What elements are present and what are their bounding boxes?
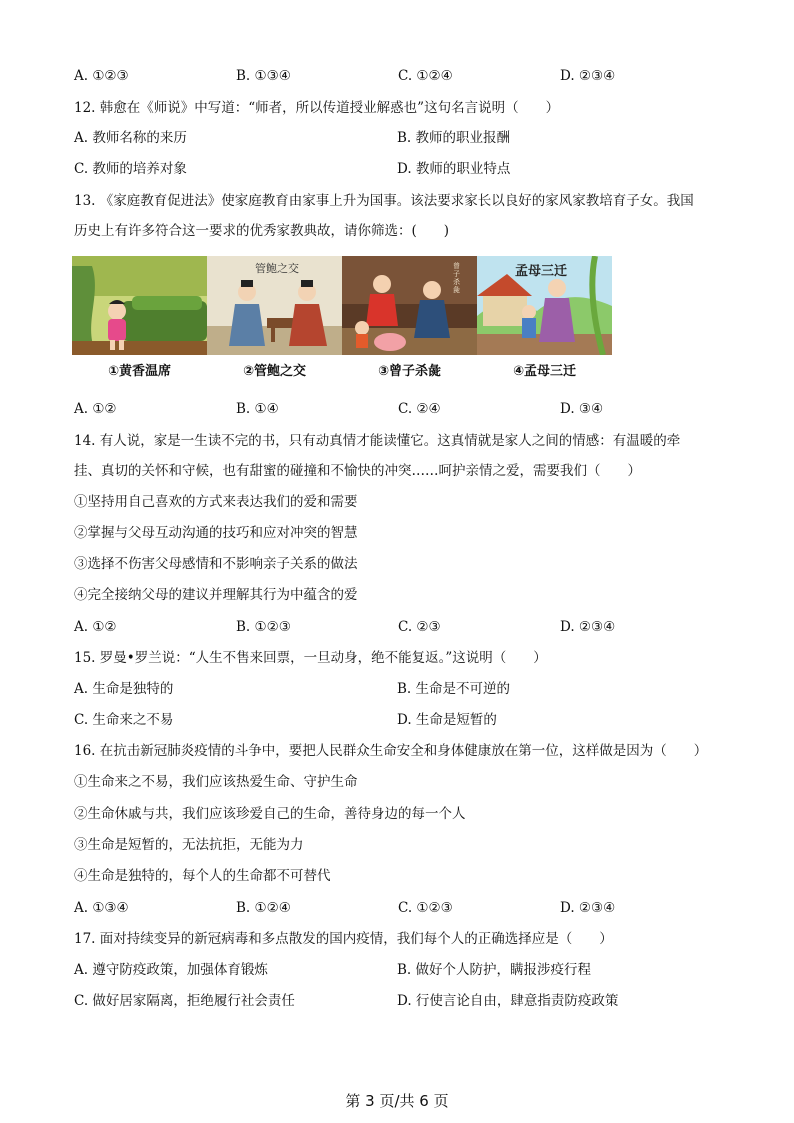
q13-picture-captions [72, 360, 612, 379]
q15-options-row2 [74, 710, 734, 730]
q14-statement-3: ③选择不伤害父母感情和不影响亲子关系的做法 [74, 556, 358, 572]
q16-options [74, 898, 734, 918]
page-number: 第 3 页/共 6 页 [345, 1092, 449, 1110]
q16-statement-1: ①生命来之不易，我们应该热爱生命、守护生命 [74, 774, 358, 790]
q14-stem-line1: 14. 有人说，家是一生读不完的书，只有动真情才能读懂它。这真情就是家人之间的情感：有温暖的牵 [74, 433, 681, 449]
picture-caption: ②管鲍之交 [242, 364, 306, 379]
option-b[interactable]: B. ①②③ [236, 619, 291, 635]
option-a[interactable]: A. 教师名称的来历 [74, 130, 187, 146]
q12-stem: 12. 韩愈在《师说》中写道：“师者，所以传道授业解惑也”这句名言说明（ ） [74, 100, 560, 116]
picture-inscription: 孟母三迁 [515, 264, 568, 279]
q12-options-row1 [74, 128, 734, 148]
q16-stem: 16. 在抗击新冠肺炎疫情的斗争中，要把人民群众生命安全和身体健康放在第一位，这样做是因为（ ） [74, 743, 708, 759]
option-c[interactable]: C. ①②④ [398, 68, 453, 84]
q15-options-row1 [74, 679, 734, 699]
option-a[interactable]: A. 生命是独特的 [74, 681, 174, 697]
q12-options-row2 [74, 159, 734, 179]
q13-options [74, 399, 734, 419]
q17-stem: 17. 面对持续变异的新冠病毒和多点散发的国内疫情，我们每个人的正确选择应是（ ） [74, 931, 613, 947]
q16-statement-4: ④生命是独特的，每个人的生命都不可替代 [74, 868, 331, 884]
option-a[interactable]: A. ①② [74, 619, 117, 635]
option-a[interactable]: A. 遵守防疫政策，加强体育锻炼 [74, 962, 268, 978]
option-c[interactable]: C. ②③ [398, 619, 441, 635]
family-with-pig-illustration [342, 256, 477, 355]
picture-inscription: 曾子杀彘 [453, 262, 460, 294]
picture-caption: ③曾子杀彘 [377, 364, 441, 379]
option-a[interactable]: A. ①②③ [74, 68, 129, 84]
option-b[interactable]: B. ①②④ [236, 900, 291, 916]
option-b[interactable]: B. 做好个人防护，瞒报涉疫行程 [397, 962, 592, 978]
q14-statement-1: ①坚持用自己喜欢的方式来表达我们的爱和需要 [74, 494, 358, 510]
q17-options-row1 [74, 960, 734, 980]
option-d[interactable]: D. 行使言论自由，肆意指责防疫政策 [397, 993, 619, 1009]
picture-caption: ④孟母三迁 [512, 364, 576, 379]
q14-statement-4: ④完全接纳父母的建议并理解其行为中蕴含的爱 [74, 587, 358, 603]
picture-caption: ①黄香温席 [107, 364, 171, 379]
option-d[interactable]: D. 生命是短暂的 [397, 712, 497, 728]
option-d[interactable]: D. ②③④ [560, 68, 616, 84]
q11-options [74, 66, 734, 86]
q17-options-row2 [74, 991, 734, 1011]
option-c[interactable]: C. 做好居家隔离，拒绝履行社会责任 [74, 993, 295, 1009]
q14-statement-2: ②掌握与父母互动沟通的技巧和应对冲突的智慧 [74, 525, 358, 541]
option-d[interactable]: D. ②③④ [560, 900, 616, 916]
option-b[interactable]: B. ①③④ [236, 68, 291, 84]
option-b[interactable]: B. ①④ [236, 401, 279, 417]
q14-options [74, 617, 734, 637]
option-c[interactable]: C. 教师的培养对象 [74, 161, 187, 177]
option-c[interactable]: C. ①②③ [398, 900, 453, 916]
option-c[interactable]: C. ②④ [398, 401, 441, 417]
option-d[interactable]: D. ③④ [560, 401, 604, 417]
q13-stem-line1: 13. 《家庭教育促进法》使家庭教育由家事上升为国事。该法要求家长以良好的家风家教培育子女。我国 [74, 193, 694, 209]
option-d[interactable]: D. ②③④ [560, 619, 616, 635]
option-d[interactable]: D. 教师的职业特点 [397, 161, 511, 177]
picture-inscription: 管鲍之交 [255, 262, 299, 275]
child-warming-bed-icon [72, 256, 207, 355]
option-b[interactable]: B. 生命是不可逆的 [397, 681, 511, 697]
option-c[interactable]: C. 生命来之不易 [74, 712, 174, 728]
q16-statement-3: ③生命是短暂的，无法抗拒，无能为力 [74, 837, 304, 853]
option-a[interactable]: A. ①② [74, 401, 117, 417]
q16-statement-2: ②生命休戚与共，我们应该珍爱自己的生命，善待身边的每一个人 [74, 806, 466, 822]
q14-stem-line2: 挂、真切的关怀和守候，也有甜蜜的碰撞和不愉快的冲突……呵护亲情之爱，需要我们（ ） [74, 463, 641, 479]
q13-picture-row [72, 256, 612, 355]
two-scholars-illustration [207, 256, 342, 355]
q15-stem: 15. 罗曼•罗兰说：“人生不售来回票，一旦动身，绝不能复返。”这说明（ ） [74, 650, 547, 666]
q13-stem-line2: 历史上有许多符合这一要求的优秀家教典故，请你筛选：( ) [74, 223, 450, 239]
option-b[interactable]: B. 教师的职业报酬 [397, 130, 511, 146]
child-warming-bed-illustration [72, 256, 207, 355]
option-a[interactable]: A. ①③④ [74, 900, 129, 916]
mother-and-son-illustration [477, 256, 612, 355]
